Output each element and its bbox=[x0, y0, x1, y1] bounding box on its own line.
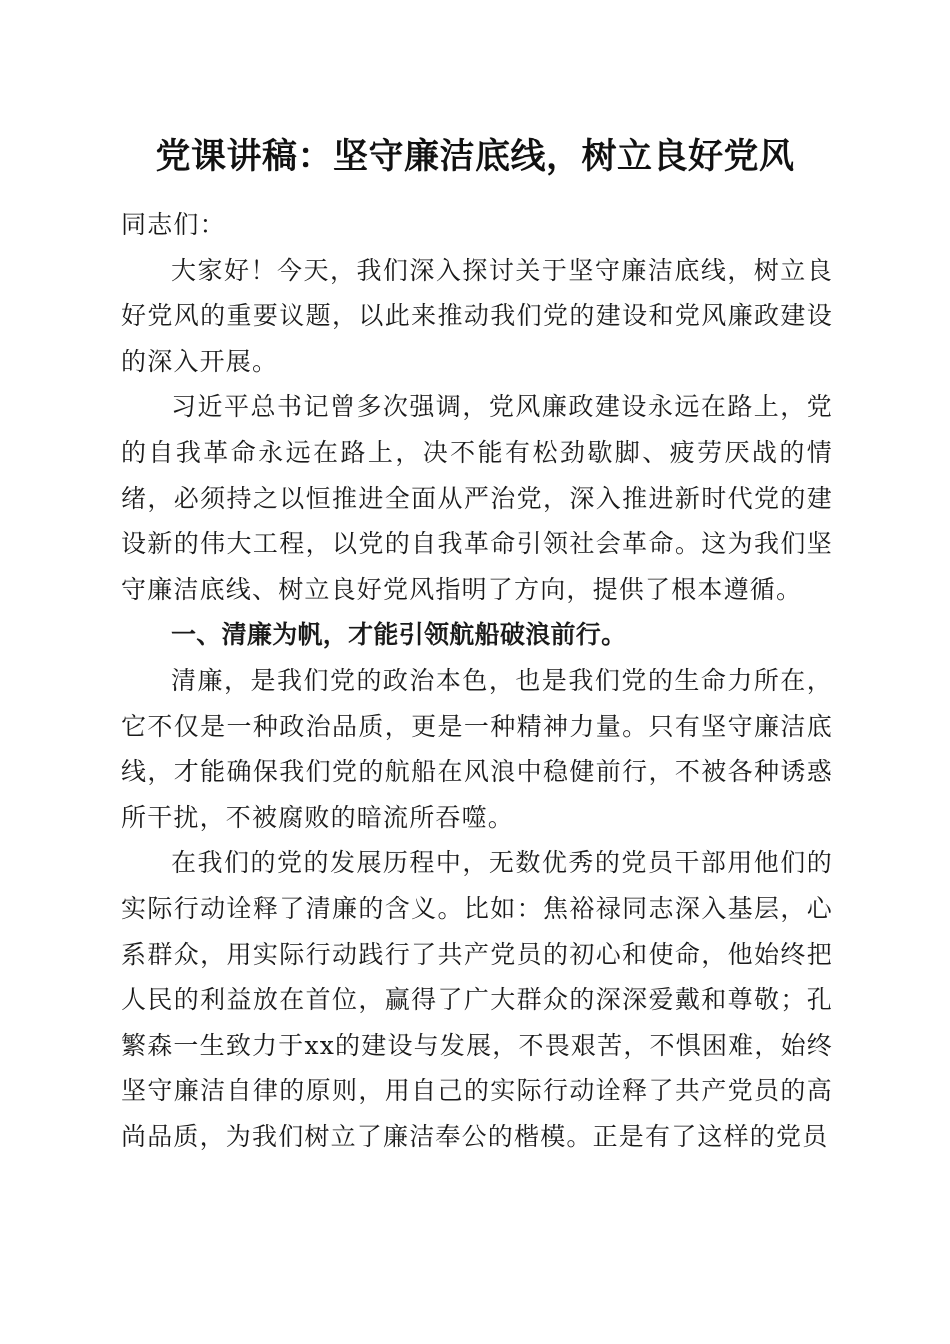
section-heading: 一、清廉为帆，才能引领航船破浪前行。 bbox=[171, 620, 627, 650]
paragraph: 习近平总书记曾多次强调，党风廉政建设永远在路上，党的自我革命永远在路上，决不能有松劲歇脚、疲劳厌战的情绪，必须持之以恒推进全面从严治党，深入推进新时代党的建设新的伟大工程，以党的自我革命引领社会革命。这为我们坚守廉洁底线、树立良好党风指明了方向，提供了根本遵循。 bbox=[121, 392, 833, 604]
paragraph: 大家好！今天，我们深入探讨关于坚守廉洁底线，树立良好党风的重要议题，以此来推动我们党的建设和党风廉政建设的深入开展。 bbox=[121, 255, 833, 376]
paragraph: 在我们的党的发展历程中，无数优秀的党员干部用他们的实际行动诠释了清廉的含义。比如：焦裕禄同志深入基层，心系群众，用实际行动践行了共产党员的初心和使命，他始终把人民的利益放在首位，赢得了广大群众的深深爱戴和尊敬；孔繁森一生致力于xx的建设与发展，不畏艰苦，不惧困难，始终坚守廉洁自律的原则，用自己的实际行动诠释了共产党员的高尚品质，为我们树立了廉洁奉公的楷模。正是有了这样的党员 bbox=[121, 848, 833, 1151]
document-body bbox=[121, 202, 833, 1159]
paragraph: 清廉，是我们党的政治本色，也是我们党的生命力所在，它不仅是一种政治品质，更是一种精神力量。只有坚守廉洁底线，才能确保我们党的航船在风浪中稳健前行，不被各种诱惑所干扰，不被腐败的暗流所吞噬。 bbox=[121, 665, 833, 832]
document-title: 党课讲稿：坚守廉洁底线，树立良好党风 bbox=[155, 136, 795, 177]
salutation: 同志们： bbox=[121, 210, 226, 239]
